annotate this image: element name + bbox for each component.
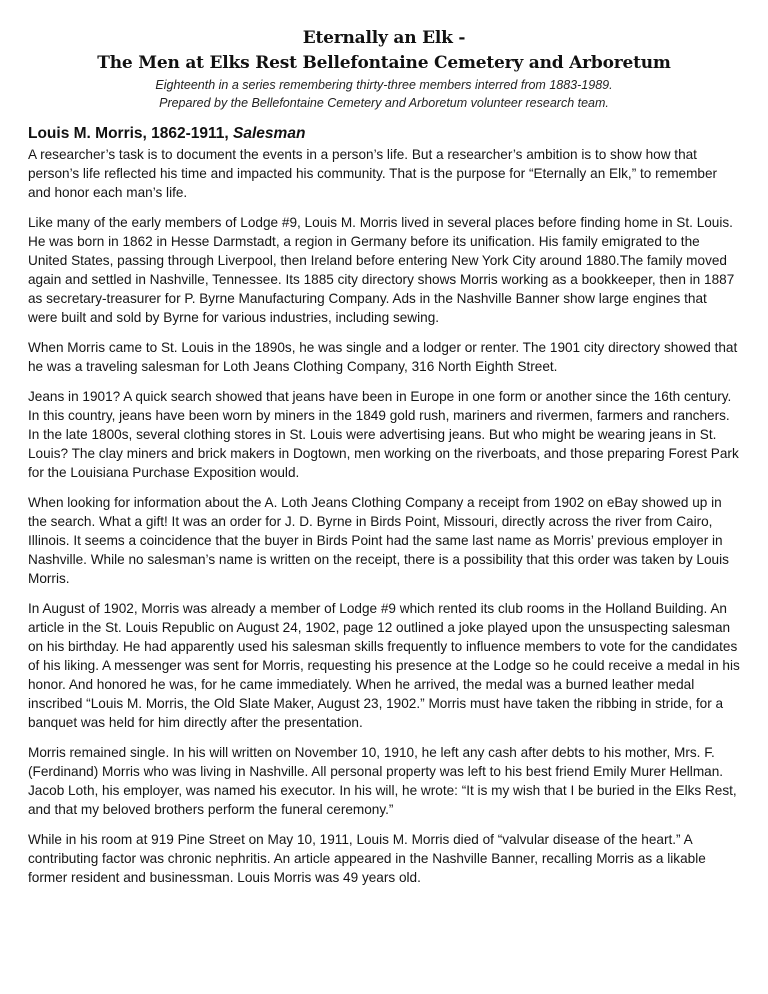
title-line-1: Eternally an Elk -: [302, 28, 466, 48]
paragraph: Morris remained single. In his will written on November 10, 1910, he left any cash after debts to his mother, Mrs. F. (Ferdinand) Morris who was living in Nashville. All personal property was left to his best friend Emily Murer Hellman. Jacob Loth, his employer, was named his executor. In his will, he wrote: “It is my wish that I be buried in the Elks Rest, and that my beloved brothers perform the funeral ceremony.”: [28, 745, 737, 817]
subtitle-line-2: Prepared by the Bellefontaine Cemetery and Arboretum volunteer research team.: [159, 96, 609, 110]
paragraph: Jeans in 1901? A quick search showed that jeans have been in Europe in one form or another since the 16th century. In this country, jeans have been worn by miners in the 1849 gold rush, mariners and rivermen, farmers and ranchers. In the late 1800s, several clothing stores in St. Louis were advertising jeans. But who might be wearing jeans in St. Louis? The clay miners and brick makers in Dogtown, men working on the riverboats, and those preparing Forest Park for the Louisiana Purchase Exposition would.: [28, 389, 739, 480]
section-heading: [28, 124, 740, 144]
paragraph: While in his room at 919 Pine Street on May 10, 1911, Louis M. Morris died of “valvular disease of the heart.” A contributing factor was chronic nephritis. An article appeared in the Nashville Banner, recalling Morris as a likable former resident and businessman. Louis Morris was 49 years old.: [28, 832, 706, 885]
document-header: [28, 26, 740, 112]
section-name-dates: Louis M. Morris, 1862-1911,: [28, 125, 234, 142]
paragraph: Like many of the early members of Lodge #9, Louis M. Morris lived in several places before finding home in St. Louis. He was born in 1862 in Hesse Darmstadt, a region in Germany before its unification. His family emigrated to the United States, passing through Liverpool, then Ireland before entering New York City around 1880.The family moved again and settled in Nashville, Tennessee. Its 1885 city directory shows Morris working as a bookkeeper, then in 1887 as secretary-treasurer for P. Byrne Manufacturing Company. Ads in the Nashville Banner show large engines that were built and sold by Byrne for various industries, including sewing.: [28, 215, 735, 325]
paragraph: In August of 1902, Morris was already a member of Lodge #9 which rented its club rooms in the Holland Building. An article in the St. Louis Republic on August 24, 1902, page 12 outlined a joke played upon the unsuspecting salesman on his birthday. He had apparently used his salesman skills frequently to influence members to vote for the candidates of his liking. A messenger was sent for Morris, requesting his presence at the Lodge so he could receive a medal in his honor. And honored he was, for he came immediately. When he arrived, the medal was a burned leather medal inscribed “Louis M. Morris, the Old Slate Maker, August 23, 1902.” Morris must have taken the ribbing in stride, for a banquet was held for him directly after the presentation.: [28, 601, 740, 730]
article-body: [28, 145, 740, 887]
section-occupation: Salesman: [233, 125, 306, 142]
paragraph: When looking for information about the A. Loth Jeans Clothing Company a receipt from 1902 on eBay showed up in the search. What a gift! It was an order for J. D. Byrne in Birds Point, Missouri, directly across the river from Cairo, Illinois. It seems a coincidence that the buyer in Birds Point had the same last name as Morris’ previous employer in Nashville. While no salesman’s name is written on the receipt, there is a possibility that this order was taken by Louis Morris.: [28, 495, 729, 586]
paragraph: A researcher’s task is to document the events in a person’s life. But a researcher’s ambition is to show how that person’s life reflected his time and impacted his community. That is the purpose for “Eternally an Elk,” to remember and honor each man’s life.: [28, 147, 718, 200]
paragraph: When Morris came to St. Louis in the 1890s, he was single and a lodger or renter. The 1901 city directory showed that he was a traveling salesman for Loth Jeans Clothing Company, 316 North Eighth Street.: [28, 340, 738, 374]
subtitle-line-1: Eighteenth in a series remembering thirty-three members interred from 1883-1989.: [155, 78, 613, 92]
title-line-2: The Men at Elks Rest Bellefontaine Cemetery and Arboretum: [97, 53, 671, 73]
